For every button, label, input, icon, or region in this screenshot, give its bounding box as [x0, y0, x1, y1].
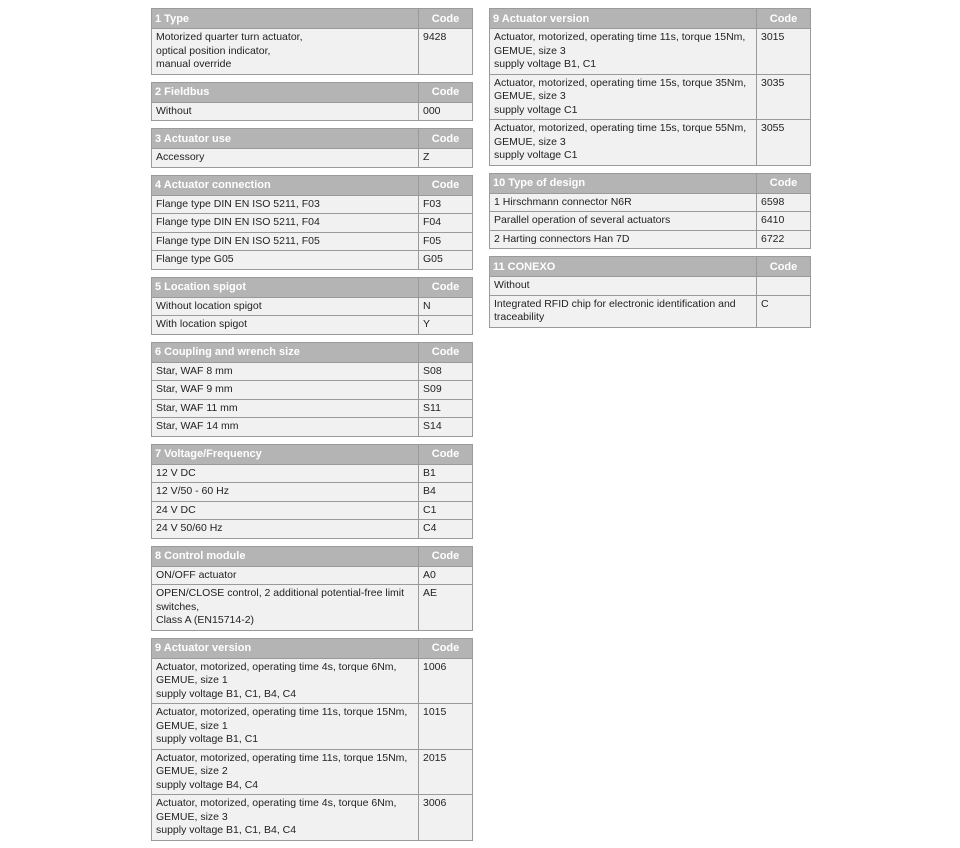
left-column	[151, 8, 472, 848]
option-code: F03	[419, 195, 473, 214]
description-line: Without location spigot	[156, 299, 262, 312]
option-code: C4	[419, 520, 473, 539]
table-row	[152, 251, 473, 270]
description-line: traceability	[494, 311, 545, 323]
table-row	[490, 277, 811, 296]
option-code: Z	[419, 149, 473, 168]
table-row	[152, 749, 473, 795]
description-line: Actuator, motorized, operating time 4s, torque 6Nm,	[156, 660, 397, 673]
description-line: 12 V DC	[156, 466, 196, 479]
description-line: supply voltage B4, C4	[156, 778, 259, 791]
description-line: GEMUE, size 1	[156, 719, 228, 732]
description-line: Without	[156, 104, 192, 117]
description-line: Integrated RFID chip for electronic identification and	[494, 297, 736, 310]
option-description	[152, 704, 419, 750]
section-header-row	[152, 277, 473, 297]
section-title: 5 Location spigot	[152, 277, 419, 297]
option-code: 3055	[757, 120, 811, 166]
table-row	[152, 704, 473, 750]
description-line: GEMUE, size 3	[494, 90, 566, 102]
description-line: OPEN/CLOSE control, 2 additional potential-free limit	[156, 587, 405, 599]
section-5-location-spigot-table	[151, 277, 473, 335]
option-code: A0	[419, 566, 473, 585]
section-6-coupling-and-wrench-size-table	[151, 342, 473, 437]
option-description	[152, 418, 419, 437]
option-description	[152, 483, 419, 502]
table-row	[152, 566, 473, 585]
table-row	[152, 195, 473, 214]
description-line: Star, WAF 14 mm	[156, 420, 239, 432]
option-description	[152, 520, 419, 539]
option-code: C1	[419, 501, 473, 520]
table-row	[152, 316, 473, 335]
description-line: GEMUE, size 1	[156, 674, 228, 686]
option-description	[152, 214, 419, 233]
description-line: optical position indicator,	[156, 44, 271, 57]
option-code: AE	[419, 585, 473, 631]
description-line: 2 Harting connectors Han 7D	[494, 232, 630, 245]
section-8-control-module-table	[151, 546, 473, 631]
section-title: 4 Actuator connection	[152, 175, 419, 195]
table-row	[152, 381, 473, 400]
table-row	[152, 795, 473, 841]
description-line: Parallel operation of several actuators	[494, 214, 671, 226]
description-line: Actuator, motorized, operating time 15s, torque 55Nm,	[494, 122, 747, 134]
description-line: supply voltage C1	[494, 103, 578, 116]
section-title: 1 Type	[152, 9, 419, 29]
code-column-header: Code	[757, 257, 811, 277]
option-description	[152, 102, 419, 121]
description-line: supply voltage C1	[494, 149, 578, 161]
option-description	[490, 212, 757, 231]
section-9-actuator-version-table	[489, 8, 811, 166]
code-column-header: Code	[419, 175, 473, 195]
option-code: G05	[419, 251, 473, 270]
section-2-fieldbus-table	[151, 82, 473, 122]
table-row	[152, 399, 473, 418]
description-line: ON/OFF actuator	[156, 568, 237, 581]
option-description	[490, 277, 757, 296]
section-header-row	[152, 129, 473, 149]
description-line: With location spigot	[156, 318, 248, 330]
section-7-voltage-frequency-table	[151, 444, 473, 539]
option-description	[490, 74, 757, 120]
description-line: Star, WAF 9 mm	[156, 383, 233, 395]
table-row	[152, 297, 473, 316]
option-code: S08	[419, 362, 473, 381]
option-code: C	[757, 295, 811, 327]
option-description	[152, 251, 419, 270]
description-line: Flange type G05	[156, 253, 234, 265]
code-column-header: Code	[419, 9, 473, 29]
option-description	[152, 232, 419, 251]
option-code: 3035	[757, 74, 811, 120]
option-description	[490, 193, 757, 212]
section-9-actuator-version-table	[151, 638, 473, 841]
description-line: Actuator, motorized, operating time 11s, torque 15Nm,	[156, 706, 408, 718]
section-header-row	[152, 342, 473, 362]
table-row	[152, 520, 473, 539]
section-10-type-of-design-table	[489, 173, 811, 250]
table-row	[490, 29, 811, 75]
option-code: 3015	[757, 29, 811, 75]
code-column-header: Code	[419, 638, 473, 658]
description-line: supply voltage B1, C1, B4, C4	[156, 687, 297, 700]
description-line: Actuator, motorized, operating time 11s, torque 15Nm,	[494, 31, 746, 43]
table-row	[152, 29, 473, 75]
section-title: 10 Type of design	[490, 173, 757, 193]
option-description	[152, 585, 419, 631]
option-description	[152, 399, 419, 418]
code-column-header: Code	[419, 444, 473, 464]
description-line: Star, WAF 8 mm	[156, 364, 233, 377]
table-row	[490, 120, 811, 166]
option-description	[152, 381, 419, 400]
code-column-header: Code	[419, 342, 473, 362]
table-row	[490, 230, 811, 249]
option-description	[152, 29, 419, 75]
section-title: 11 CONEXO	[490, 257, 757, 277]
section-header-row	[490, 257, 811, 277]
description-line: manual override	[156, 58, 232, 70]
table-row	[152, 483, 473, 502]
description-line: Actuator, motorized, operating time 4s, torque 6Nm,	[156, 797, 397, 809]
description-line: GEMUE, size 3	[156, 810, 228, 823]
table-row	[490, 212, 811, 231]
section-header-row	[152, 444, 473, 464]
table-row	[152, 418, 473, 437]
description-line: Actuator, motorized, operating time 15s, torque 35Nm,	[494, 76, 747, 89]
option-code: 000	[419, 102, 473, 121]
code-column-header: Code	[419, 82, 473, 102]
table-row	[152, 214, 473, 233]
table-row	[152, 658, 473, 704]
option-description	[152, 464, 419, 483]
option-description	[490, 230, 757, 249]
option-code	[757, 277, 811, 296]
section-4-actuator-connection-table	[151, 175, 473, 270]
section-title: 3 Actuator use	[152, 129, 419, 149]
table-row	[152, 232, 473, 251]
option-code: N	[419, 297, 473, 316]
description-line: switches,	[156, 600, 200, 613]
option-code: 9428	[419, 29, 473, 75]
section-header-row	[152, 9, 473, 29]
section-1-type-table	[151, 8, 473, 75]
description-line: supply voltage B1, C1	[156, 733, 259, 745]
option-description	[152, 149, 419, 168]
section-3-actuator-use-table	[151, 128, 473, 168]
option-code: B4	[419, 483, 473, 502]
section-title: 9 Actuator version	[152, 638, 419, 658]
option-description	[152, 566, 419, 585]
option-description	[152, 749, 419, 795]
description-line: GEMUE, size 3	[494, 44, 566, 57]
option-description	[152, 362, 419, 381]
code-column-header: Code	[419, 129, 473, 149]
option-code: B1	[419, 464, 473, 483]
description-line: supply voltage B1, C1, B4, C4	[156, 824, 297, 836]
option-code: S11	[419, 399, 473, 418]
section-header-row	[490, 9, 811, 29]
option-description	[152, 795, 419, 841]
code-column-header: Code	[757, 173, 811, 193]
section-title: 6 Coupling and wrench size	[152, 342, 419, 362]
section-11-conexo-table	[489, 256, 811, 328]
option-code: 3006	[419, 795, 473, 841]
option-code: 6410	[757, 212, 811, 231]
description-line: Star, WAF 11 mm	[156, 401, 238, 414]
table-row	[152, 464, 473, 483]
description-line: Flange type DIN EN ISO 5211, F03	[156, 197, 320, 210]
option-description	[152, 297, 419, 316]
section-header-row	[152, 175, 473, 195]
option-description	[152, 501, 419, 520]
option-code: 6722	[757, 230, 811, 249]
section-title: 7 Voltage/Frequency	[152, 444, 419, 464]
option-description	[490, 295, 757, 327]
section-header-row	[152, 546, 473, 566]
table-row	[490, 74, 811, 120]
description-line: supply voltage B1, C1	[494, 58, 597, 70]
section-header-row	[490, 173, 811, 193]
description-line: 12 V/50 - 60 Hz	[156, 485, 229, 497]
description-line: Flange type DIN EN ISO 5211, F05	[156, 234, 320, 247]
option-code: 1006	[419, 658, 473, 704]
code-column-header: Code	[419, 277, 473, 297]
description-line: Accessory	[156, 151, 205, 163]
description-line: 24 V 50/60 Hz	[156, 522, 223, 534]
option-code: 6598	[757, 193, 811, 212]
description-line: Without	[494, 279, 530, 291]
option-code: 2015	[419, 749, 473, 795]
table-row	[152, 102, 473, 121]
option-description	[152, 195, 419, 214]
description-line: Flange type DIN EN ISO 5211, F04	[156, 216, 320, 228]
option-description	[152, 658, 419, 704]
section-header-row	[152, 82, 473, 102]
option-code: S09	[419, 381, 473, 400]
description-line: GEMUE, size 3	[494, 135, 566, 148]
option-code: S14	[419, 418, 473, 437]
table-row	[152, 149, 473, 168]
table-row	[152, 501, 473, 520]
description-line: Actuator, motorized, operating time 11s, torque 15Nm,	[156, 751, 408, 764]
table-row	[490, 193, 811, 212]
section-title: 9 Actuator version	[490, 9, 757, 29]
description-line: Motorized quarter turn actuator,	[156, 31, 303, 43]
code-column-header: Code	[419, 546, 473, 566]
description-line: 24 V DC	[156, 503, 196, 516]
option-description	[152, 316, 419, 335]
table-row	[152, 362, 473, 381]
code-column-header: Code	[757, 9, 811, 29]
description-line: GEMUE, size 2	[156, 765, 228, 777]
option-description	[490, 29, 757, 75]
table-row	[490, 295, 811, 327]
option-code: F05	[419, 232, 473, 251]
option-description	[490, 120, 757, 166]
description-line: Class A (EN15714-2)	[156, 614, 255, 626]
section-title: 2 Fieldbus	[152, 82, 419, 102]
description-line: 1 Hirschmann connector N6R	[494, 195, 632, 208]
table-row	[152, 585, 473, 631]
section-title: 8 Control module	[152, 546, 419, 566]
option-code: 1015	[419, 704, 473, 750]
option-code: Y	[419, 316, 473, 335]
option-code: F04	[419, 214, 473, 233]
right-column	[489, 8, 810, 335]
section-header-row	[152, 638, 473, 658]
